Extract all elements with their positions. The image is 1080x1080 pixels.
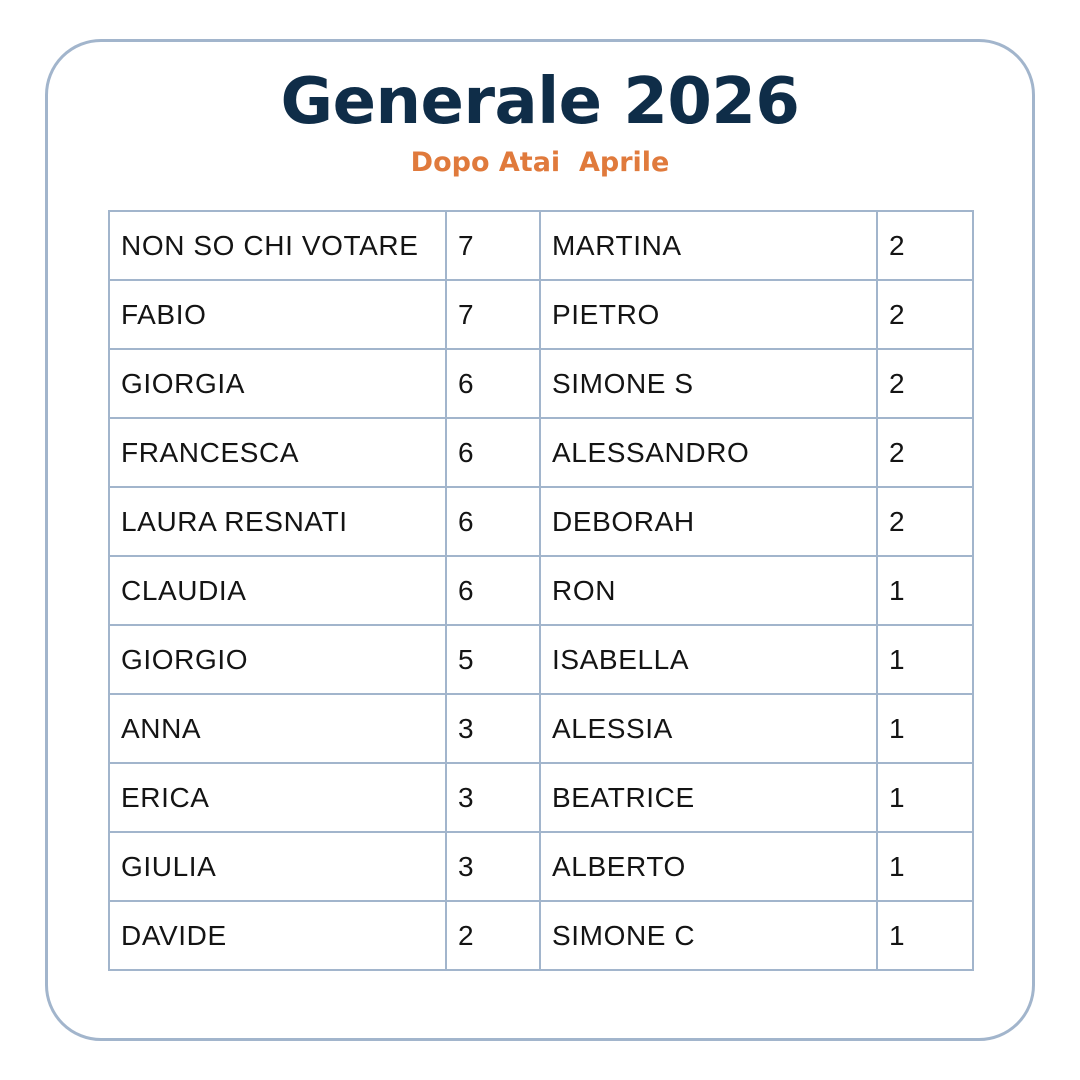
left-value-cell: 2 <box>446 901 540 970</box>
page-subtitle: Dopo Atai Aprile <box>410 147 670 178</box>
left-name-cell: ERICA <box>109 763 446 832</box>
table-row <box>109 556 973 625</box>
left-value-cell: 6 <box>446 349 540 418</box>
right-value-cell: 1 <box>877 694 973 763</box>
right-name-cell: ALESSANDRO <box>540 418 877 487</box>
left-name-cell: LAURA RESNATI <box>109 487 446 556</box>
scores-table-body <box>109 211 973 970</box>
table-row <box>109 418 973 487</box>
left-value-cell: 6 <box>446 556 540 625</box>
right-value-cell: 2 <box>877 280 973 349</box>
table-row <box>109 487 973 556</box>
table-row <box>109 211 973 280</box>
right-name-cell: ISABELLA <box>540 625 877 694</box>
table-row <box>109 901 973 970</box>
scores-table <box>108 210 974 971</box>
table-row <box>109 280 973 349</box>
table-row <box>109 625 973 694</box>
left-name-cell: GIORGIO <box>109 625 446 694</box>
left-value-cell: 5 <box>446 625 540 694</box>
left-value-cell: 3 <box>446 694 540 763</box>
left-name-cell: CLAUDIA <box>109 556 446 625</box>
left-value-cell: 3 <box>446 832 540 901</box>
right-name-cell: ALESSIA <box>540 694 877 763</box>
table-row <box>109 832 973 901</box>
right-value-cell: 1 <box>877 901 973 970</box>
right-name-cell: SIMONE C <box>540 901 877 970</box>
right-name-cell: MARTINA <box>540 211 877 280</box>
left-name-cell: FABIO <box>109 280 446 349</box>
right-value-cell: 2 <box>877 211 973 280</box>
right-value-cell: 1 <box>877 832 973 901</box>
right-value-cell: 2 <box>877 418 973 487</box>
right-value-cell: 1 <box>877 763 973 832</box>
right-value-cell: 2 <box>877 487 973 556</box>
right-value-cell: 1 <box>877 625 973 694</box>
left-name-cell: GIORGIA <box>109 349 446 418</box>
right-name-cell: BEATRICE <box>540 763 877 832</box>
right-name-cell: ALBERTO <box>540 832 877 901</box>
right-name-cell: SIMONE S <box>540 349 877 418</box>
right-name-cell: DEBORAH <box>540 487 877 556</box>
left-name-cell: GIULIA <box>109 832 446 901</box>
left-name-cell: NON SO CHI VOTARE <box>109 211 446 280</box>
right-name-cell: RON <box>540 556 877 625</box>
page-title: Generale 2026 <box>280 65 800 139</box>
left-name-cell: ANNA <box>109 694 446 763</box>
right-value-cell: 1 <box>877 556 973 625</box>
left-name-cell: FRANCESCA <box>109 418 446 487</box>
table-row <box>109 349 973 418</box>
left-value-cell: 7 <box>446 211 540 280</box>
left-value-cell: 6 <box>446 418 540 487</box>
right-name-cell: PIETRO <box>540 280 877 349</box>
left-value-cell: 3 <box>446 763 540 832</box>
left-value-cell: 6 <box>446 487 540 556</box>
right-value-cell: 2 <box>877 349 973 418</box>
table-row <box>109 763 973 832</box>
left-value-cell: 7 <box>446 280 540 349</box>
left-name-cell: DAVIDE <box>109 901 446 970</box>
table-row <box>109 694 973 763</box>
